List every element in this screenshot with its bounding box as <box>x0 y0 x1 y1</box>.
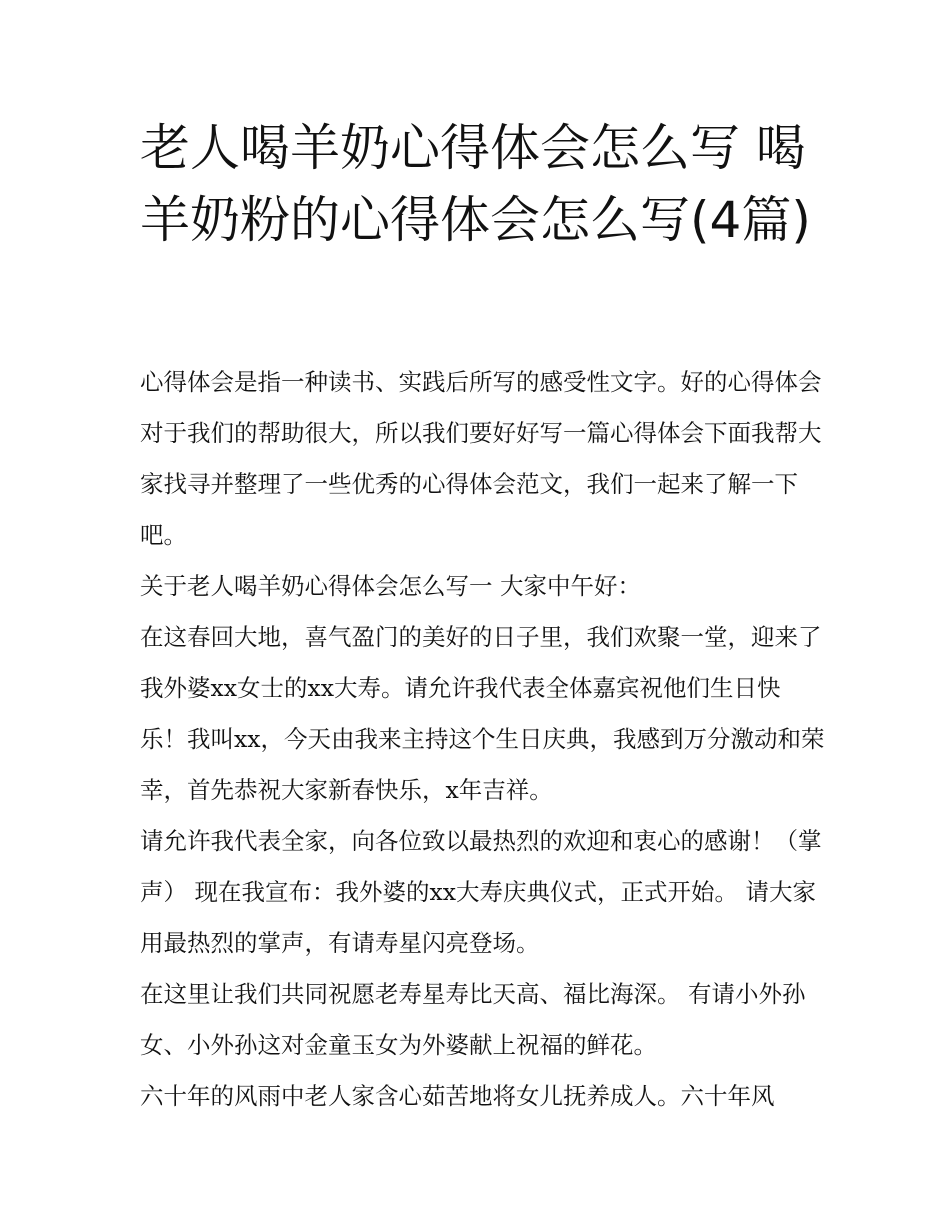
paragraph-welcome: 请允许我代表全家，向各位致以最热烈的欢迎和衷心的感谢！（掌声） 现在我宣布：我外婆的xx大寿庆典仪式，正式开始。 请大家用最热烈的掌声，有请寿星闪亮登场。 <box>140 827 822 957</box>
paragraph-sixty-years: 六十年的风雨中老人家含心茹苦地将女儿抚养成人。六十年风 <box>140 1082 775 1110</box>
paragraph-blessing: 在这里让我们共同祝愿老寿星寿比天高、福比海深。 有请小外孙女、小外孙这对金童玉女为外婆献上祝福的鲜花。 <box>140 980 806 1059</box>
paragraph-section-heading: 关于老人喝羊奶心得体会怎么写一 大家中午好： <box>140 572 641 600</box>
paragraph-intro: 心得体会是指一种读书、实践后所写的感受性文字。好的心得体会对于我们的帮助很大，所以我们要好好写一篇心得体会下面我帮大家找寻并整理了一些优秀的心得体会范文，我们一起来了解一下吧。 <box>140 368 822 549</box>
document-title: 老人喝羊奶心得体会怎么写 喝羊奶粉的心得体会怎么写(4篇) <box>140 119 811 249</box>
paragraph-opening: 在这春回大地，喜气盈门的美好的日子里，我们欢聚一堂，迎来了我外婆xx女士的xx大寿。请允许我代表全体嘉宾祝他们生日快乐！我叫xx，今天由我来主持这个生日庆典，我感到万分激动和荣幸，首先恭祝大家新春快乐，x年吉祥。 <box>140 623 825 804</box>
document-body <box>140 357 825 1122</box>
